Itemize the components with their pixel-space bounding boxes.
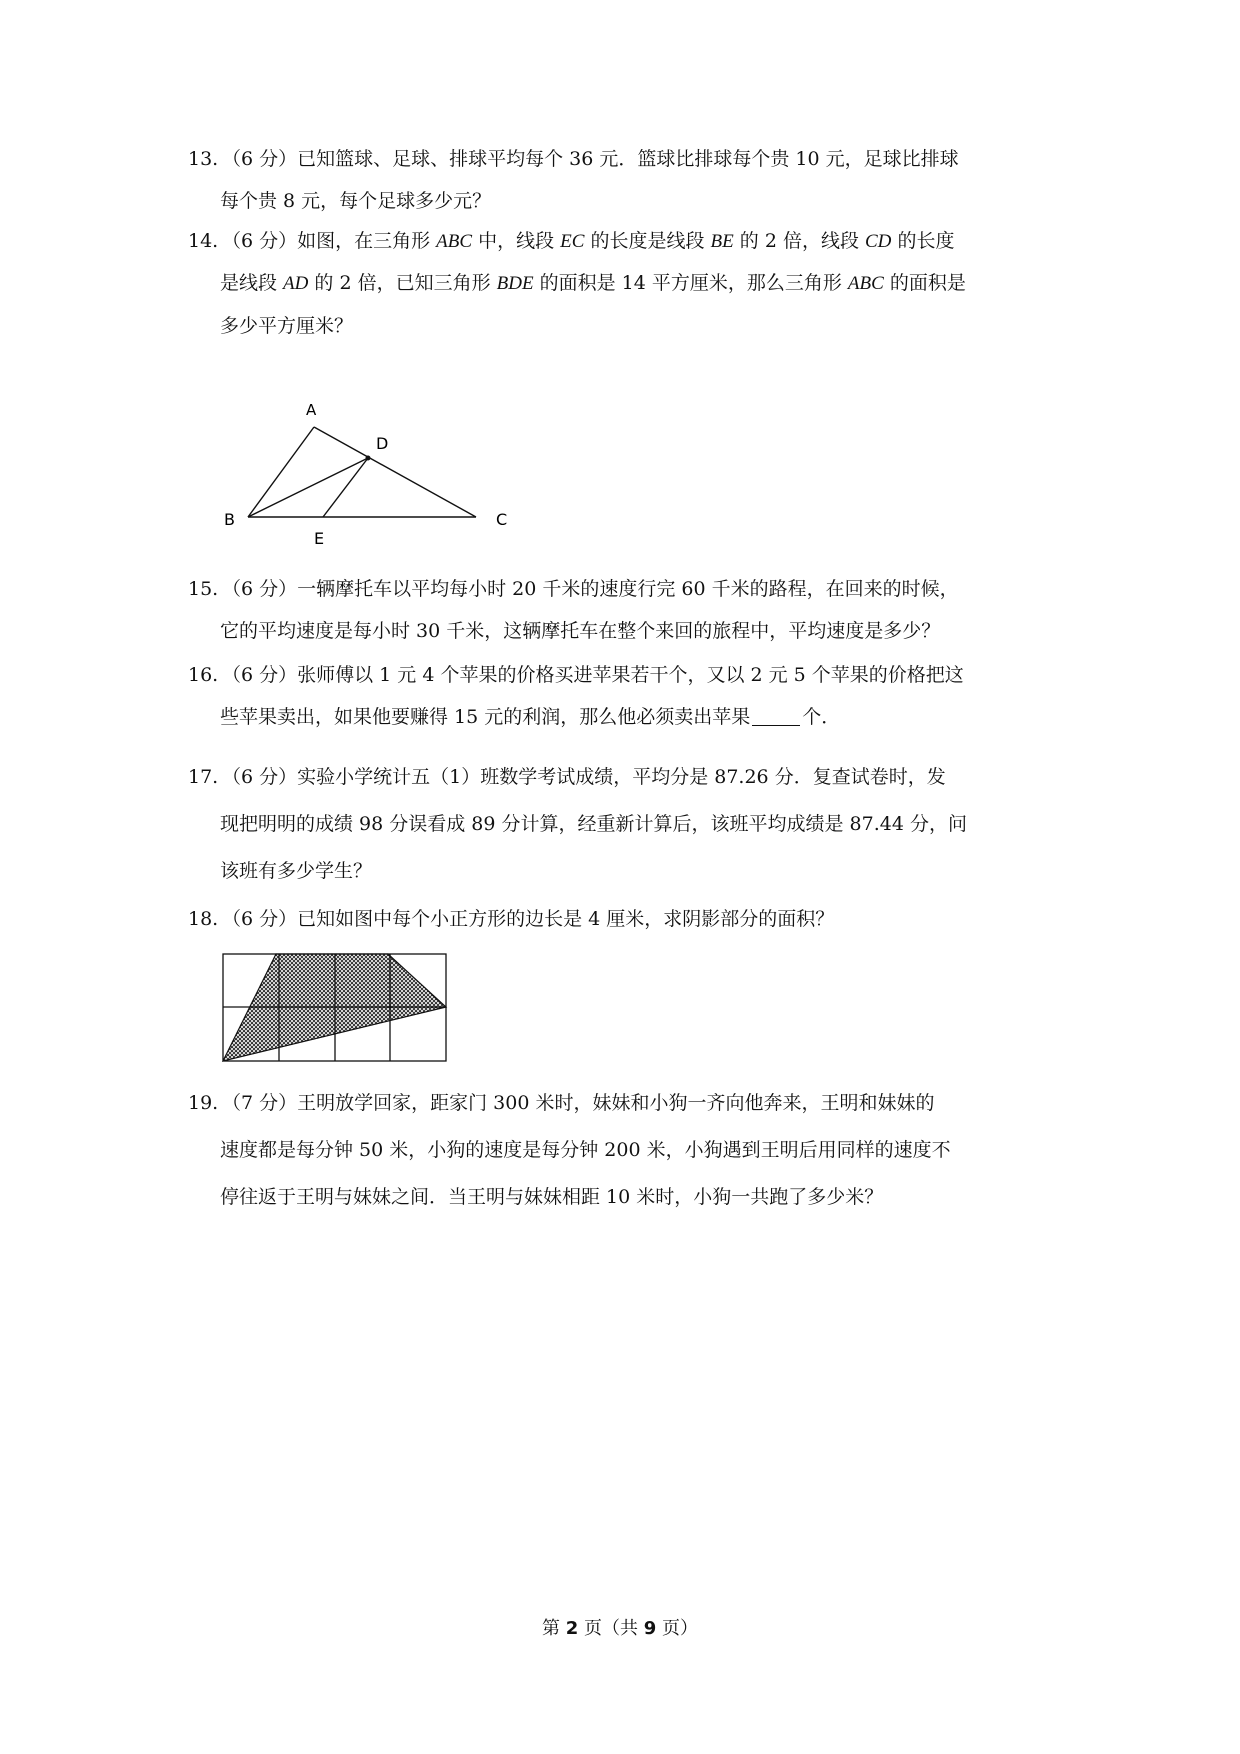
question-text-line: （6 分）已知篮球、足球、排球平均每个 36 元．篮球比排球每个贵 10 元，足球比排球 bbox=[222, 148, 959, 170]
answer-blank[interactable] bbox=[752, 707, 800, 726]
question-text-line: 现把明明的成绩 98 分误看成 89 分计算，经重新计算后，该班平均成绩是 87.44 分，问 bbox=[220, 813, 967, 835]
question-text-line: 它的平均速度是每小时 30 千米，这辆摩托车在整个来回的旅程中，平均速度是多少？ bbox=[220, 620, 941, 642]
label-e: E bbox=[314, 529, 325, 547]
question-text-line: 是线段 AD 的 2 倍，已知三角形 BDE 的面积是 14 平方厘米，那么三角形 ABC 的面积是 bbox=[220, 272, 966, 294]
grid-shaded-figure bbox=[220, 951, 450, 1071]
question-number: 14. bbox=[188, 230, 219, 252]
question-number: 19. bbox=[188, 1092, 219, 1114]
segment-bd bbox=[248, 458, 368, 517]
question-text-line: （6 分）张师傅以 1 元 4 个苹果的价格买进苹果若干个，又以 2 元 5 个苹果的价格把这 bbox=[222, 664, 964, 686]
segment-ab bbox=[248, 427, 314, 517]
question-text-line: 速度都是每分钟 50 米，小狗的速度是每分钟 200 米，小狗遇到王明后用同样的速度不 bbox=[220, 1139, 951, 1161]
question-text-line: 该班有多少学生？ bbox=[220, 860, 373, 882]
question-text-line: （6 分）一辆摩托车以平均每小时 20 千米的速度行完 60 千米的路程，在回来的时候， bbox=[222, 578, 959, 600]
segment-de bbox=[323, 458, 368, 517]
question-text-line: 停往返于王明与妹妹之间．当王明与妹妹相距 10 米时，小狗一共跑了多少米？ bbox=[220, 1186, 884, 1208]
label-b: B bbox=[224, 510, 235, 529]
question-number: 15. bbox=[188, 578, 219, 600]
question-number: 18. bbox=[188, 908, 219, 930]
question-text-line: 些苹果卖出，如果他要赚得 15 元的利润，那么他必须卖出苹果 个． bbox=[220, 706, 841, 728]
current-page-number: 2 bbox=[565, 1618, 579, 1639]
question-number: 17. bbox=[188, 766, 219, 788]
question-text-line: （6 分）已知如图中每个小正方形的边长是 4 厘米，求阴影部分的面积？ bbox=[222, 908, 835, 930]
point-d bbox=[366, 456, 371, 461]
question-text-line: （6 分）如图，在三角形 ABC 中，线段 EC 的长度是线段 BE 的 2 倍，线段 CD 的长度 bbox=[222, 230, 955, 252]
triangle-figure bbox=[216, 397, 516, 547]
question-text-line: （7 分）王明放学回家，距家门 300 米时，妹妹和小狗一齐向他奔来，王明和妹妹的 bbox=[222, 1092, 935, 1114]
question-text-line: 每个贵 8 元，每个足球多少元？ bbox=[220, 190, 492, 212]
question-number: 16. bbox=[188, 664, 219, 686]
total-pages-number: 9 bbox=[643, 1618, 657, 1639]
page-footer: 第 2 页（共 9 页） bbox=[542, 1618, 698, 1639]
label-c: C bbox=[496, 510, 508, 529]
question-text-line: （6 分）实验小学统计五（1）班数学考试成绩，平均分是 87.26 分．复查试卷时，发 bbox=[222, 766, 946, 788]
label-d: D bbox=[376, 434, 389, 453]
question-text-line: 多少平方厘米？ bbox=[220, 315, 354, 337]
label-a: A bbox=[306, 401, 317, 419]
question-number: 13. bbox=[188, 148, 219, 170]
